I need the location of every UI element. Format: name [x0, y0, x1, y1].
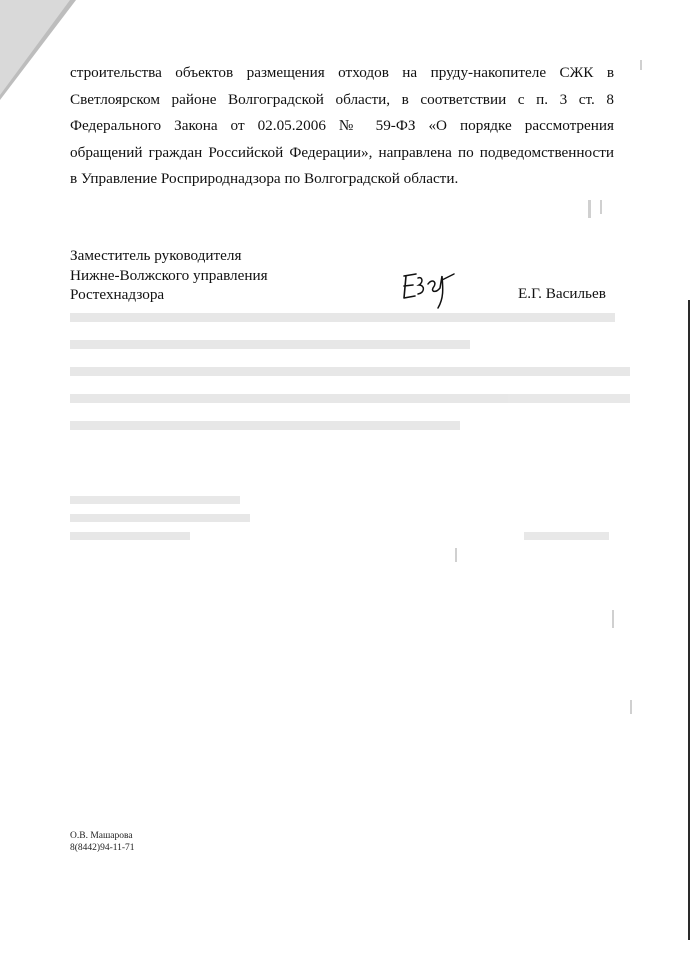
scan-edge-line — [688, 300, 690, 940]
executor-phone: 8(8442)94-11-71 — [70, 843, 135, 853]
scan-speck — [612, 610, 614, 628]
scan-speck — [588, 200, 591, 218]
position-line: Заместитель руководителя — [70, 247, 242, 264]
handwritten-signature — [398, 268, 458, 310]
folded-corner — [0, 0, 70, 95]
signatory-position — [70, 246, 268, 305]
body-line: строительства объектов размещения отходов на пруду-накопителе СЖК в — [70, 64, 614, 81]
body-line: обращений граждан Российской Федерации», направлена по подведомственности — [70, 143, 614, 161]
executor-name: О.В. Машарова — [70, 831, 133, 841]
signatory-name: Е.Г. Васильев — [518, 285, 606, 302]
body-paragraph — [70, 60, 614, 193]
body-line: Федерального Закона от 02.05.2006 № 59-ФЗ «О порядке рассмотрения — [70, 117, 614, 134]
bleed-through-signature — [70, 492, 630, 552]
body-line: Светлоярском районе Волгоградской области, в соответствии с п. 3 ст. 8 — [70, 90, 614, 108]
scan-speck — [455, 548, 457, 562]
position-line: Ростехнадзора — [70, 286, 165, 303]
scan-speck — [640, 60, 642, 70]
scan-speck — [630, 700, 632, 714]
executor-footer — [70, 830, 135, 854]
bleed-through-block — [70, 305, 630, 435]
body-line: в Управление Росприроднадзора по Волгоградской области. — [70, 170, 459, 187]
scan-speck — [600, 200, 602, 214]
position-line: Нижне-Волжского управления — [70, 266, 268, 284]
